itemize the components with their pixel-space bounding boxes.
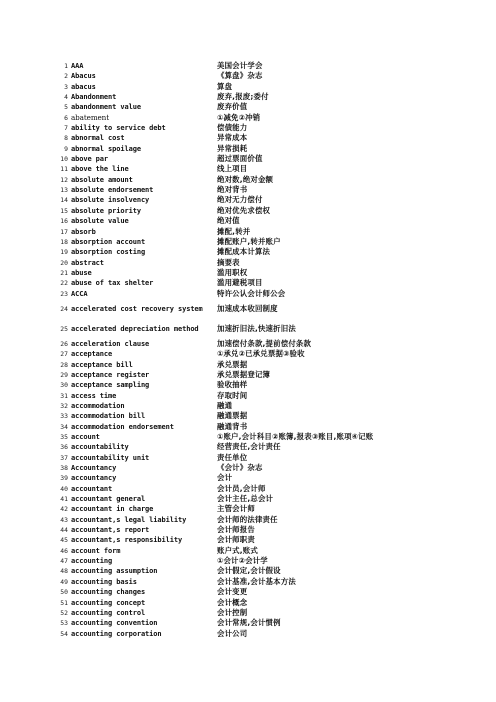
row-number: 5 <box>64 103 68 112</box>
chinese-definition: 摊配,转并 <box>217 226 251 236</box>
chinese-definition: 绝对背书 <box>217 185 248 195</box>
chinese-definition: 废弃,报废;委付 <box>217 92 269 102</box>
chinese-definition: 承兑票据 <box>217 359 248 369</box>
chinese-definition: 《算盘》杂志 <box>217 71 263 81</box>
chinese-definition: 会计师报告 <box>217 525 255 535</box>
glossary-row <box>56 278 476 288</box>
chinese-definition: 绝对无力偿付 <box>217 195 263 205</box>
row-number: 6 <box>64 113 68 122</box>
chinese-definition: 会计师的法律责任 <box>217 514 278 524</box>
english-term: acceptance sampling <box>71 381 150 390</box>
english-term: above par <box>71 155 109 164</box>
english-term: abandonment value <box>71 103 141 112</box>
english-term: accounting concept <box>71 598 146 607</box>
chinese-definition: 会计师职责 <box>217 535 255 545</box>
glossary-row <box>56 515 476 525</box>
glossary-row <box>56 546 476 556</box>
chinese-definition: 验收抽样 <box>217 380 248 390</box>
chinese-definition: 融通 <box>217 400 233 410</box>
glossary-row <box>56 453 476 463</box>
english-term: accommodation endorsement <box>71 422 174 431</box>
glossary-row <box>56 175 476 185</box>
row-number: 19 <box>60 248 68 257</box>
english-term: account <box>71 433 100 441</box>
row-number: 22 <box>60 279 68 288</box>
english-term: accounting convention <box>71 619 158 628</box>
english-term: absolute endorsement <box>71 186 154 195</box>
english-term: above the line <box>71 165 129 174</box>
glossary-row <box>56 525 476 535</box>
row-number: 53 <box>60 619 68 628</box>
row-number: 42 <box>60 505 68 514</box>
chinese-definition: 会计常规,会计惯例 <box>217 618 281 628</box>
glossary-row <box>56 299 476 319</box>
chinese-definition: 异常成本 <box>217 133 248 143</box>
english-term: absorption costing <box>71 248 146 257</box>
chinese-definition: 绝对优先求偿权 <box>217 205 271 215</box>
row-number: 32 <box>60 401 68 410</box>
glossary-row <box>56 442 476 452</box>
glossary-row <box>56 473 476 483</box>
glossary-row <box>56 258 476 268</box>
chinese-definition: 超过票面价值 <box>217 154 263 164</box>
chinese-definition: 绝对数,绝对金额 <box>217 174 274 184</box>
english-term: accounting assumption <box>71 567 158 576</box>
chinese-definition: 摘要表 <box>217 257 240 267</box>
glossary-row <box>56 401 476 411</box>
glossary-row <box>56 556 476 566</box>
english-term: acceleration clause <box>71 339 150 348</box>
glossary-row <box>56 577 476 587</box>
chinese-definition: 融通背书 <box>217 421 248 431</box>
row-number: 52 <box>60 608 68 617</box>
english-term: Abandonment <box>71 93 117 102</box>
glossary-row <box>56 411 476 421</box>
chinese-definition: 滥用避税项目 <box>217 278 263 288</box>
english-term: abstract <box>71 258 104 267</box>
chinese-definition: ①减免②冲销 <box>217 112 261 122</box>
row-number: 14 <box>60 196 68 205</box>
row-number: 15 <box>60 206 68 215</box>
chinese-definition: 存取时间 <box>217 390 248 400</box>
chinese-definition: 承兑票据登记簿 <box>217 369 271 379</box>
glossary-row <box>56 102 476 112</box>
row-number: 1 <box>64 62 68 70</box>
row-number: 21 <box>60 268 68 277</box>
chinese-definition: 美国会计学会 <box>217 61 263 70</box>
row-number: 51 <box>60 598 68 607</box>
row-number: 41 <box>60 495 68 504</box>
english-term: account form <box>71 546 121 555</box>
english-term: accelerated depreciation method <box>71 324 199 333</box>
glossary-row <box>56 216 476 226</box>
english-term: ability to service debt <box>71 124 166 133</box>
english-term: accountant <box>71 484 113 493</box>
row-number: 28 <box>60 360 68 369</box>
chinese-definition: 会计变更 <box>217 587 248 597</box>
row-number: 26 <box>60 339 68 348</box>
english-term: accountant,s responsibility <box>71 536 183 545</box>
chinese-definition: 滥用职权 <box>217 267 248 277</box>
row-number: 35 <box>60 433 68 441</box>
english-term: accountant in charge <box>71 505 154 514</box>
english-term: abuse of tax shelter <box>71 279 154 288</box>
glossary-row <box>56 566 476 576</box>
english-term: access time <box>71 391 117 400</box>
chinese-definition: 责任单位 <box>217 452 248 462</box>
english-term: abnormal spoilage <box>71 144 141 153</box>
chinese-definition: 异常损耗 <box>217 143 248 153</box>
glossary-row <box>56 535 476 545</box>
chinese-definition: 会计主任,总会计 <box>217 494 274 504</box>
row-number: 17 <box>60 227 68 236</box>
chinese-definition: 线上项目 <box>217 164 248 174</box>
english-term: accountancy <box>71 474 117 483</box>
row-number: 54 <box>60 629 68 638</box>
english-term: absorb <box>71 227 96 236</box>
chinese-definition: ①会计②会计学 <box>217 556 268 566</box>
glossary-row <box>56 380 476 390</box>
english-term: abatement <box>71 112 109 122</box>
chinese-definition: 加速折旧法,快速折旧法 <box>217 323 296 333</box>
glossary-row <box>56 598 476 608</box>
row-number: 36 <box>60 443 68 452</box>
row-number: 4 <box>64 93 68 102</box>
english-term: accelerated cost recovery system <box>71 304 203 313</box>
chinese-definition: 特许公认会计师公会 <box>217 288 286 298</box>
row-number: 33 <box>60 412 68 421</box>
english-term: accounting <box>71 557 113 566</box>
glossary-row <box>56 133 476 143</box>
chinese-definition: 摊配账户,转并账户 <box>217 236 281 246</box>
row-number: 23 <box>60 289 68 298</box>
glossary-row <box>56 587 476 597</box>
glossary-row <box>56 195 476 205</box>
row-number: 29 <box>60 370 68 379</box>
glossary-row <box>56 391 476 401</box>
english-term: absolute amount <box>71 175 133 184</box>
chinese-definition: ①承兑②已承兑票据③验收 <box>217 349 305 359</box>
english-term: accountability <box>71 443 129 452</box>
row-number: 11 <box>60 165 68 174</box>
glossary-row <box>56 319 476 339</box>
glossary-row <box>56 123 476 133</box>
glossary-row <box>56 185 476 195</box>
chinese-definition: 会计假定,会计假设 <box>217 566 281 576</box>
chinese-definition: 主管会计师 <box>217 504 255 514</box>
glossary-row <box>56 629 476 639</box>
row-number: 40 <box>60 484 68 493</box>
english-term: AAA <box>71 62 84 70</box>
english-term: accountability unit <box>71 453 150 462</box>
row-number: 2 <box>64 72 68 81</box>
row-number: 30 <box>60 381 68 390</box>
chinese-definition: 摊配成本计算法 <box>217 247 271 257</box>
row-number: 16 <box>60 217 68 226</box>
chinese-definition: 会计控制 <box>217 607 248 617</box>
glossary-row <box>56 268 476 278</box>
glossary-row <box>56 618 476 628</box>
row-number: 7 <box>64 124 68 133</box>
row-number: 38 <box>60 464 68 473</box>
english-term: absorption account <box>71 237 146 246</box>
chinese-definition: 加速偿付条款,提前偿付条款 <box>217 338 312 348</box>
chinese-definition: 废弃价值 <box>217 102 248 112</box>
row-number: 9 <box>64 144 68 153</box>
glossary-row <box>56 154 476 164</box>
english-term: abuse <box>71 268 92 277</box>
glossary-row <box>56 206 476 216</box>
row-number: 49 <box>60 577 68 586</box>
chinese-definition: 经营责任,会计责任 <box>217 442 281 452</box>
english-term: abnormal cost <box>71 134 125 143</box>
english-term: accommodation <box>71 401 125 410</box>
chinese-definition: 会计公司 <box>217 628 248 638</box>
chinese-definition: 会计基准,会计基本方法 <box>217 576 296 586</box>
row-number: 31 <box>60 391 68 400</box>
english-term: accountant,s report <box>71 526 150 535</box>
glossary-row <box>56 608 476 618</box>
chinese-definition: 会计概念 <box>217 597 248 607</box>
chinese-definition: 融通票据 <box>217 411 248 421</box>
row-number: 3 <box>64 82 68 91</box>
english-term: accounting basis <box>71 577 137 586</box>
english-term: accommodation bill <box>71 412 146 421</box>
english-term: accountant general <box>71 495 146 504</box>
row-number: 25 <box>60 324 68 333</box>
english-term: acceptance bill <box>71 360 133 369</box>
chinese-definition: 绝对值 <box>217 216 240 226</box>
row-number: 12 <box>60 175 68 184</box>
row-number: 43 <box>60 515 68 524</box>
chinese-definition: 加速成本收回制度 <box>217 303 278 313</box>
glossary-row <box>56 61 476 71</box>
chinese-definition: 会计员,会计师 <box>217 483 266 493</box>
row-number: 46 <box>60 546 68 555</box>
glossary-row <box>56 339 476 349</box>
glossary-row <box>56 463 476 473</box>
glossary-row <box>56 504 476 514</box>
glossary-row <box>56 422 476 432</box>
row-number: 18 <box>60 237 68 246</box>
glossary-row <box>56 432 476 442</box>
row-number: 10 <box>60 155 68 164</box>
glossary-row <box>56 92 476 102</box>
english-term: abacus <box>71 82 96 91</box>
row-number: 48 <box>60 567 68 576</box>
chinese-definition: 算盘 <box>217 81 233 91</box>
row-number: 27 <box>60 350 68 359</box>
row-number: 20 <box>60 258 68 267</box>
glossary-row <box>56 144 476 154</box>
row-number: 39 <box>60 474 68 483</box>
glossary-row <box>56 494 476 504</box>
glossary-row <box>56 484 476 494</box>
glossary-row <box>56 349 476 359</box>
glossary-table <box>56 61 476 639</box>
row-number: 8 <box>64 134 68 143</box>
glossary-row <box>56 71 476 81</box>
english-term: accounting corporation <box>71 629 162 638</box>
english-term: acceptance register <box>71 370 150 379</box>
english-term: absolute priority <box>71 206 141 215</box>
row-number: 50 <box>60 588 68 597</box>
glossary-row <box>56 227 476 237</box>
glossary-row <box>56 247 476 257</box>
glossary-row <box>56 360 476 370</box>
english-term: ACCA <box>71 289 88 298</box>
row-number: 45 <box>60 536 68 545</box>
chinese-definition: 会计 <box>217 473 233 483</box>
chinese-definition: 《会计》杂志 <box>217 463 263 473</box>
english-term: Accountancy <box>71 464 117 473</box>
glossary-row <box>56 370 476 380</box>
chinese-definition: ①账户,会计科目②账簿,报表③账目,账项④记账 <box>217 432 374 441</box>
glossary-row <box>56 237 476 247</box>
row-number: 47 <box>60 557 68 566</box>
english-term: accounting changes <box>71 588 146 597</box>
english-term: accounting control <box>71 608 146 617</box>
english-term: absolute value <box>71 217 129 226</box>
glossary-row <box>56 113 476 123</box>
chinese-definition: 偿债能力 <box>217 123 248 133</box>
glossary-row <box>56 289 476 299</box>
row-number: 34 <box>60 422 68 431</box>
english-term: absolute insolvency <box>71 196 150 205</box>
row-number: 44 <box>60 526 68 535</box>
row-number: 37 <box>60 453 68 462</box>
english-term: acceptance <box>71 350 113 359</box>
chinese-definition: 账户式,账式 <box>217 545 258 555</box>
row-number: 24 <box>60 304 68 313</box>
glossary-row <box>56 164 476 174</box>
row-number: 13 <box>60 186 68 195</box>
glossary-row <box>56 82 476 92</box>
english-term: Abacus <box>71 72 96 81</box>
english-term: accountant,s legal liability <box>71 515 187 524</box>
